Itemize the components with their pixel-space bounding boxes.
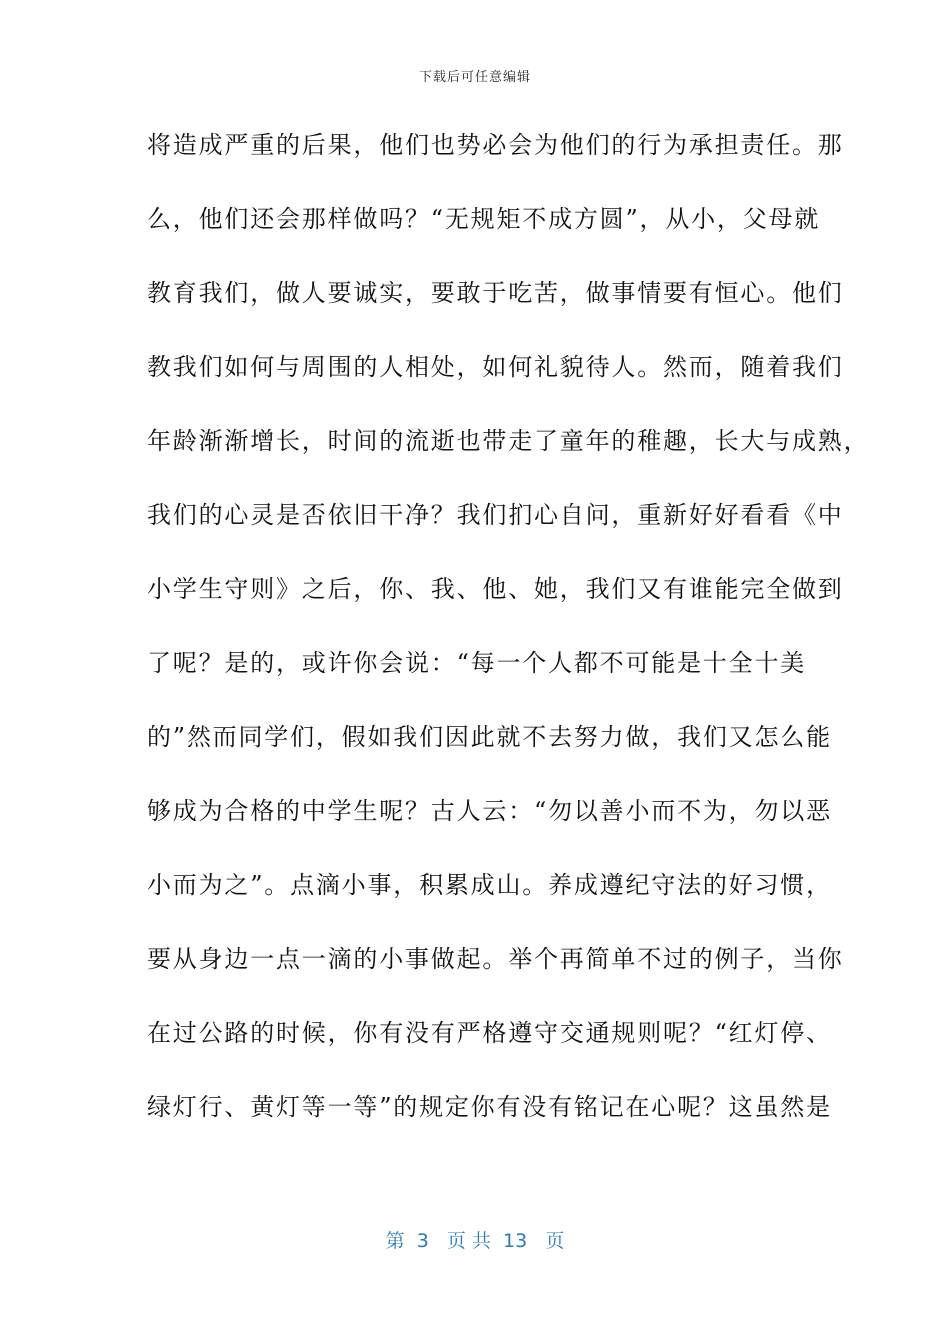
text-line: 小而为之”。点滴小事，积累成山。养成遵纪守法的好习惯，	[147, 871, 832, 899]
text-line: 小学生守则》之后，你、我、他、她，我们又有谁能完全做到	[147, 575, 844, 603]
text-line: 绿灯行、黄灯等一等”的规定你有没有铭记在心呢？这虽然是	[147, 1093, 832, 1121]
page-number-footer: 第 3 页 共 13 页	[385, 1230, 565, 1252]
text-line: 么，他们还会那样做吗？“无规矩不成方圆”，从小，父母就	[147, 205, 821, 233]
text-line: 我们的心灵是否依旧干净？我们扪心自问，重新好好看看《中	[147, 501, 844, 529]
text-line: 将造成严重的后果，他们也势必会为他们的行为承担责任。那	[147, 131, 844, 159]
text-line: 教我们如何与周围的人相处，如何礼貌待人。然而，随着我们	[147, 353, 844, 381]
text-line: 的”然而同学们，假如我们因此就不去努力做，我们又怎么能	[147, 723, 832, 751]
text-line: 够成为合格的中学生呢？古人云：“勿以善小而不为，勿以恶	[147, 797, 832, 825]
text-line: 了呢？是的，或许你会说：“每一个人都不可能是十全十美	[147, 649, 807, 677]
text-line: 要从身边一点一滴的小事做起。举个再简单不过的例子，当你	[147, 945, 844, 973]
page-header: 下载后可任意编辑	[418, 70, 531, 85]
text-line: 教育我们，做人要诚实，要敢于吃苦，做事情要有恒心。他们	[147, 279, 844, 307]
document-body	[147, 118, 870, 1154]
text-line: 在过公路的时候，你有没有严格遵守交通规则呢？“红灯停、	[147, 1019, 832, 1047]
text-line: 年龄渐渐增长，时间的流逝也带走了童年的稚趣，长大与成熟，	[147, 427, 870, 455]
